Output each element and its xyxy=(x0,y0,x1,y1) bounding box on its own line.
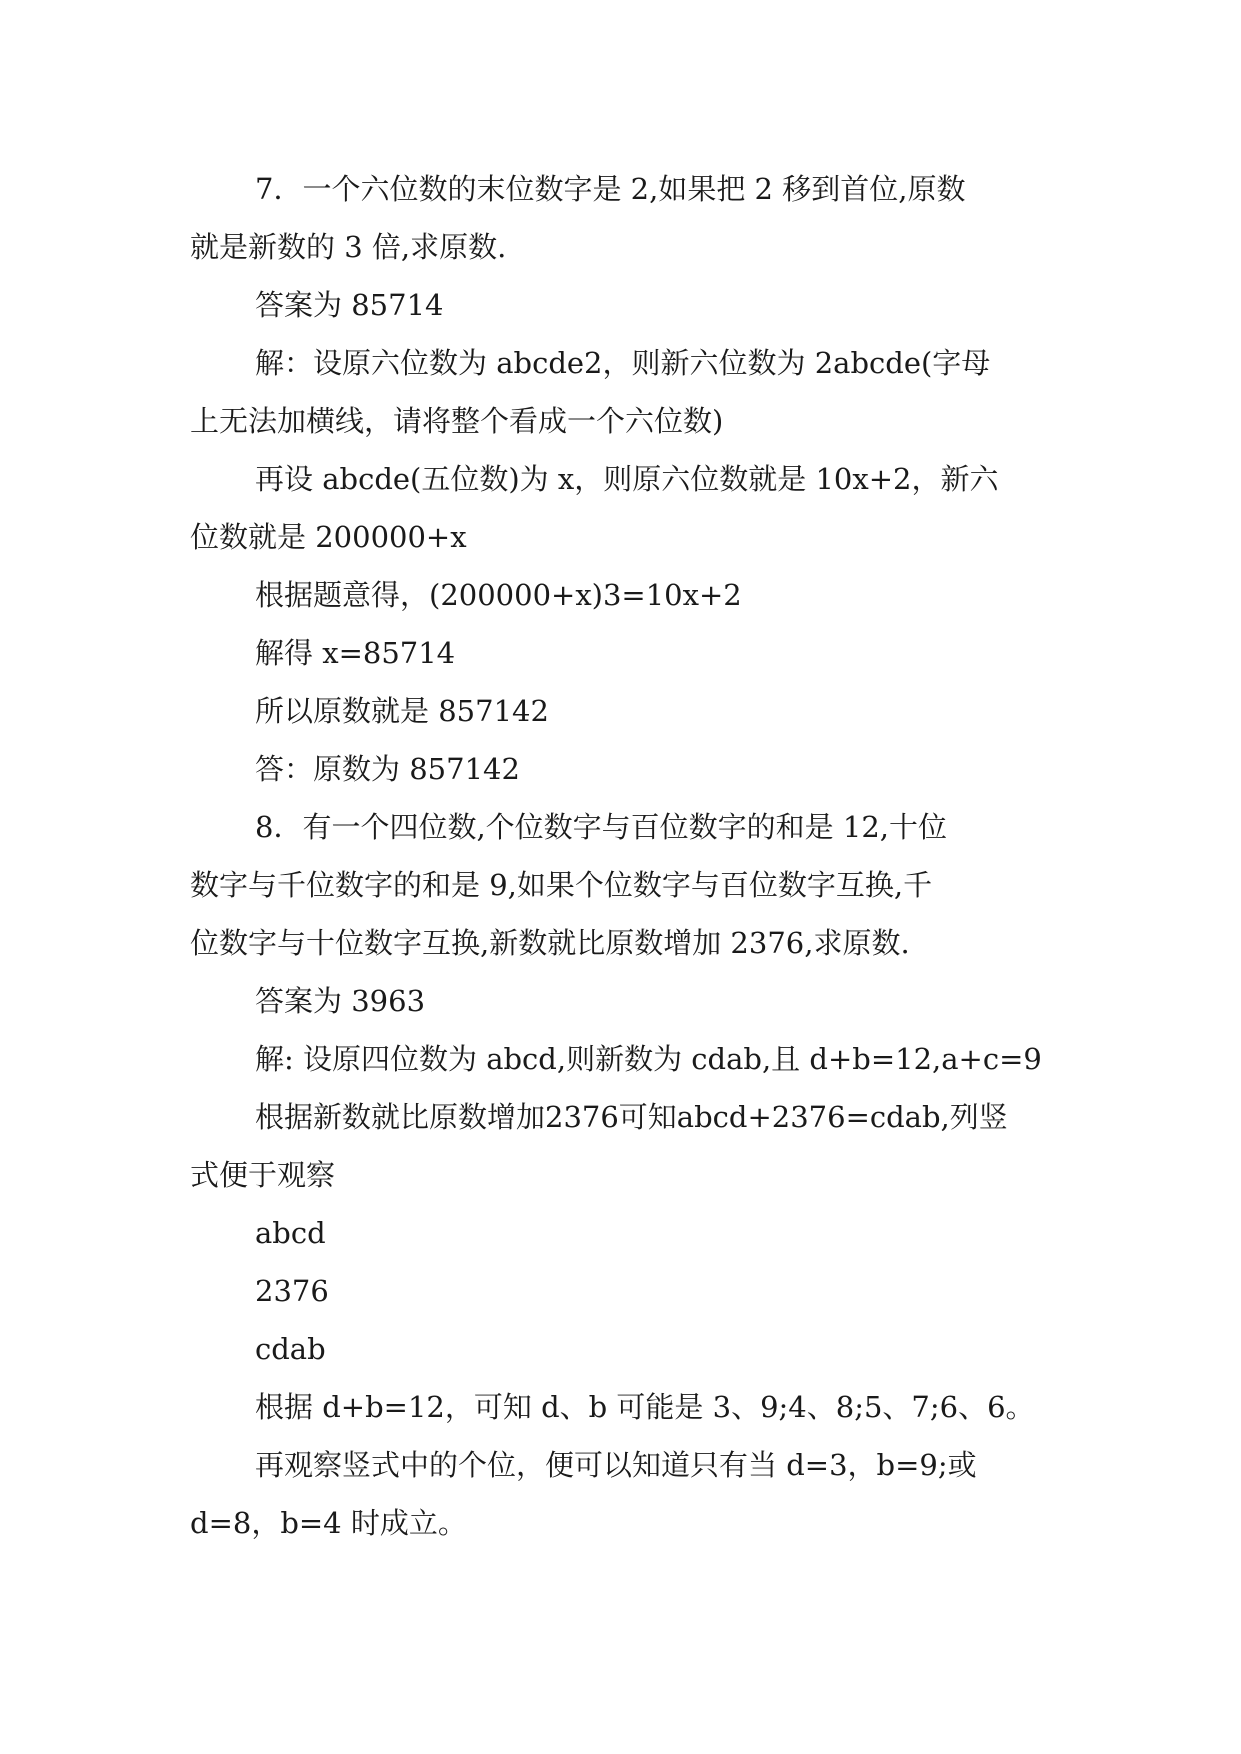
text-line: 解得 x=85714 xyxy=(255,636,456,670)
text-line: 2376 xyxy=(255,1274,329,1308)
text-line: 根据题意得，(200000+x)3=10x+2 xyxy=(255,578,742,612)
document-body xyxy=(190,160,1050,1552)
text-line: 答案为 85714 xyxy=(255,288,444,322)
text-line: 再设 abcde(五位数)为 x，则原六位数就是 10x+2，新六 xyxy=(255,462,999,496)
text-line: 解：设原六位数为 abcde2，则新六位数为 2abcde(字母 xyxy=(255,346,991,380)
text-line: 所以原数就是 857142 xyxy=(255,694,549,728)
text-line: abcd xyxy=(255,1216,326,1250)
text-line: cdab xyxy=(255,1332,326,1366)
text-line: 7．一个六位数的末位数字是 2,如果把 2 移到首位,原数 xyxy=(255,172,966,206)
text-line: 位数字与十位数字互换,新数就比原数增加 2376,求原数. xyxy=(190,926,910,960)
text-line: 再观察竖式中的个位，便可以知道只有当 d=3，b=9;或 xyxy=(255,1448,977,1482)
text-line: 根据新数就比原数增加2376可知abcd+2376=cdab,列竖 xyxy=(255,1100,1008,1134)
text-line: 就是新数的 3 倍,求原数. xyxy=(190,230,507,264)
text-line: 答案为 3963 xyxy=(255,984,426,1018)
text-line: 答：原数为 857142 xyxy=(255,752,520,786)
text-line: 数字与千位数字的和是 9,如果个位数字与百位数字互换,千 xyxy=(190,868,933,902)
text-line: 式便于观察 xyxy=(190,1158,336,1192)
text-line: 位数就是 200000+x xyxy=(190,520,467,554)
text-line: d=8，b=4 时成立。 xyxy=(190,1506,467,1540)
text-line: 上无法加横线，请将整个看成一个六位数) xyxy=(190,404,724,438)
text-line: 根据 d+b=12，可知 d、b 可能是 3、9;4、8;5、7;6、6。 xyxy=(255,1390,1035,1424)
text-line: 8．有一个四位数,个位数字与百位数字的和是 12,十位 xyxy=(255,810,948,844)
text-line: 解: 设原四位数为 abcd,则新数为 cdab,且 d+b=12,a+c=9 xyxy=(255,1042,1042,1076)
